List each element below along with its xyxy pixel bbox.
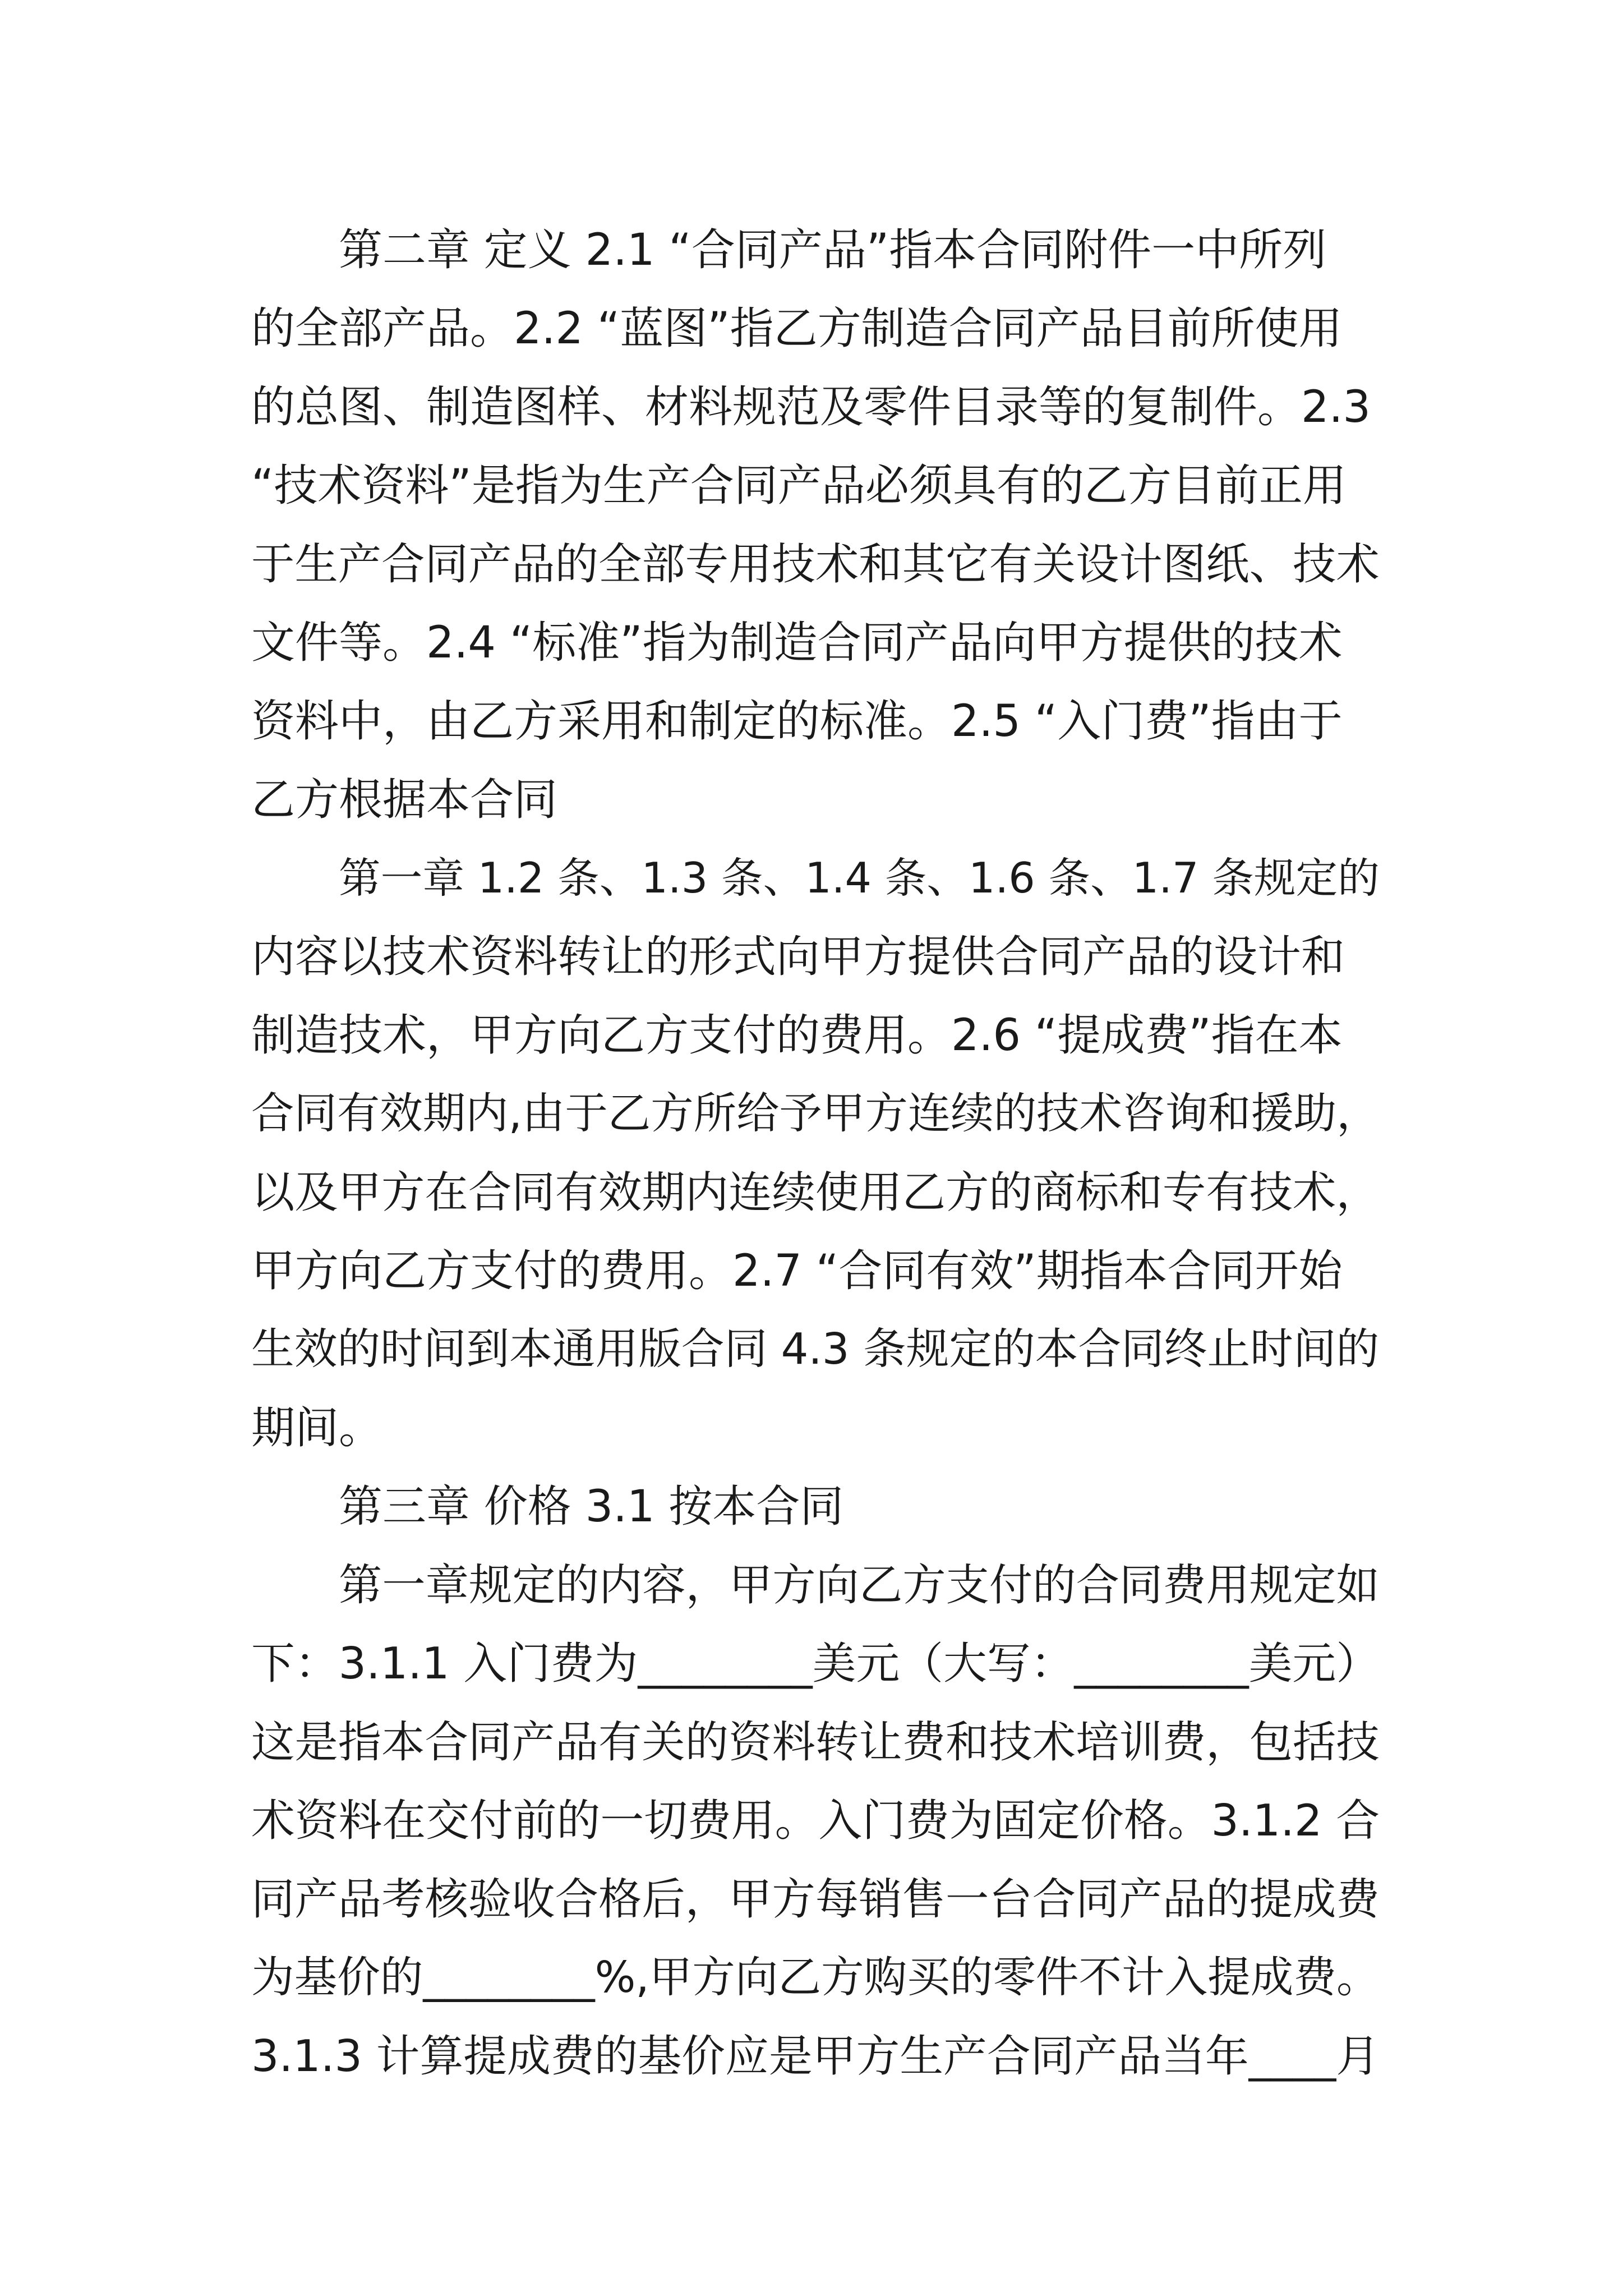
text-line: 这是指本合同产品有关的资料转让费和技术培训费，包括技 — [251, 1717, 1380, 1768]
text-line: “技术资料”是指为生产合同产品必须具有的乙方目前正用 — [251, 461, 1347, 511]
text-line: 内容以技术资料转让的形式向甲方提供合同产品的设计和 — [251, 932, 1345, 982]
text-line: 于生产合同产品的全部专用技术和其它有关设计图纸、技术 — [251, 539, 1380, 590]
text-line: 制造技术，甲方向乙方支付的费用。2.6 “提成费”指在本 — [251, 1010, 1343, 1061]
text-line: 术资料在交付前的一切费用。入门费为固定价格。3.1.2 合 — [251, 1796, 1380, 1846]
text-line: 3.1.3 计算提成费的基价应是甲方生产合同产品当年____月 — [251, 2031, 1380, 2082]
text-line: 的总图、制造图样、材料规范及零件目录等的复制件。2.3 — [251, 382, 1371, 432]
text-line: 第三章 价格 3.1 按本合同 — [339, 1481, 844, 1532]
text-line: 第一章规定的内容，甲方向乙方支付的合同费用规定如 — [339, 1560, 1380, 1611]
text-line: 甲方向乙方支付的费用。2.7 “合同有效”期指本合同开始 — [251, 1246, 1343, 1296]
text-line: 的全部产品。2.2 “蓝图”指乙方制造合同产品目前所使用 — [251, 303, 1343, 354]
text-line: 生效的时间到本通用版合同 4.3 条规定的本合同终止时间的 — [251, 1324, 1380, 1374]
text-line: 期间。 — [251, 1403, 383, 1453]
text-line: 下：3.1.1 入门费为________美元（大写：________美元） — [251, 1639, 1380, 1689]
text-line: 为基价的________%,甲方向乙方购买的零件不计入提成费。 — [251, 1953, 1380, 2003]
text-line: 以及甲方在合同有效期内连续使用乙方的商标和专有技术， — [251, 1167, 1380, 1218]
text-line: 资料中，由乙方采用和制定的标准。2.5 “入门费”指由于 — [251, 696, 1343, 747]
text-line: 文件等。2.4 “标准”指为制造合同产品向甲方提供的技术 — [251, 618, 1343, 668]
text-line: 乙方根据本合同 — [251, 775, 558, 825]
text-line: 第二章 定义 2.1 “合同产品”指本合同附件一中所列 — [339, 225, 1327, 275]
text-line: 合同有效期内,由于乙方所给予甲方连续的技术咨询和援助， — [251, 1089, 1380, 1139]
text-line: 第一章 1.2 条、1.3 条、1.4 条、1.6 条、1.7 条规定的 — [339, 854, 1380, 903]
text-line: 同产品考核验收合格后，甲方每销售一台合同产品的提成费 — [251, 1874, 1380, 1925]
